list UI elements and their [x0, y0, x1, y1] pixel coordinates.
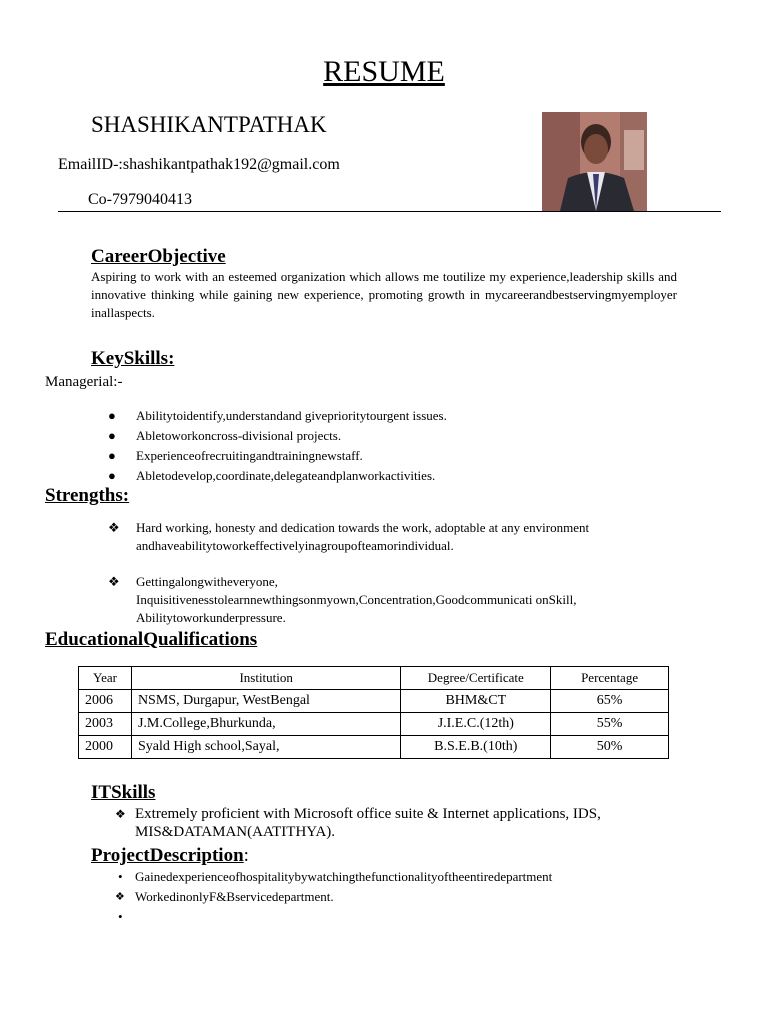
cell-institution: J.M.College,Bhurkunda,: [131, 713, 400, 736]
profile-photo: [542, 112, 647, 211]
small-dot-bullet-icon: •: [118, 909, 123, 924]
filled-circle-bullet-icon: ●: [108, 468, 116, 483]
cell-degree: BHM&CT: [401, 690, 551, 713]
col-degree: Degree/Certificate: [401, 667, 551, 690]
four-diamond-bullet-icon: ❖: [115, 891, 125, 903]
cell-year: 2000: [79, 736, 132, 759]
small-dot-bullet-icon: •: [118, 869, 123, 884]
career-objective-heading: CareerObjective: [91, 246, 226, 267]
resume-title: RESUME: [323, 55, 445, 88]
education-table: [78, 666, 669, 759]
filled-circle-bullet-icon: ●: [108, 428, 116, 443]
filled-circle-bullet-icon: ●: [108, 448, 116, 463]
table-header-row: [79, 667, 669, 690]
header-divider: [58, 211, 721, 212]
table-row: [79, 713, 669, 736]
email-line: EmailID-:shashikantpathak192@gmail.com: [58, 156, 340, 173]
list-item: ❖ Gettingalongwitheveryone, Inquisitivenesstolearnnewthingsonmyown,Concentration,Goodcommunicati onSkill, Abilitytoworkunderpressure.: [108, 574, 577, 625]
candidate-name: SHASHIKANTPATHAK: [91, 112, 327, 137]
four-diamond-bullet-icon: ❖: [108, 574, 120, 589]
list-item: ● Abletodevelop,coordinate,delegateandplanworkactivities.: [108, 466, 708, 486]
cell-percentage: 65%: [551, 690, 669, 713]
cell-year: 2006: [79, 690, 132, 713]
managerial-subheading: Managerial:-: [45, 374, 123, 390]
list-item: ● Experienceofrecruitingandtrainingnewstaff.: [108, 446, 708, 466]
col-institution: Institution: [131, 667, 400, 690]
table-row: [79, 736, 669, 759]
career-objective-text: Aspiring to work with an esteemed organization which allows me toutilize my experience,leadership skills and innovative thinking while gaining new experience, promoting growth in mycareerandbestservingmyemployer inallaspects.: [91, 269, 677, 320]
filled-circle-bullet-icon: ●: [108, 408, 116, 423]
cell-degree: B.S.E.B.(10th): [401, 736, 551, 759]
cell-institution: NSMS, Durgapur, WestBengal: [131, 690, 400, 713]
list-item: ❖ WorkedinonlyF&Bservicedepartment.: [115, 887, 675, 907]
four-diamond-bullet-icon: ❖: [115, 807, 126, 821]
col-percentage: Percentage: [551, 667, 669, 690]
list-item: ● Abilitytoidentify,understandand givepriorityto​urgent issues.: [108, 406, 708, 426]
cell-institution: Syald High school,Sayal,: [131, 736, 400, 759]
education-heading: EducationalQualifications: [45, 629, 258, 650]
cell-percentage: 55%: [551, 713, 669, 736]
cell-year: 2003: [79, 713, 132, 736]
cell-degree: J.I.E.C.(12th): [401, 713, 551, 736]
list-item: ❖ Hard working, honesty and dedication towards the work, adoptable at any environment andhaveabilitytoworkeffectivelyinagroupofteamorindividual.: [108, 520, 590, 553]
col-year: Year: [79, 667, 132, 690]
strengths-heading: Strengths:: [45, 485, 130, 506]
four-diamond-bullet-icon: ❖: [108, 520, 120, 535]
phone-line: Co-7979040413: [88, 191, 192, 208]
table-row: [79, 690, 669, 713]
project-list: [115, 867, 675, 924]
it-skills-list: [115, 805, 655, 841]
it-skills-heading: ITSkills: [91, 782, 156, 803]
cell-percentage: 50%: [551, 736, 669, 759]
project-description-heading: ProjectDescription: [91, 845, 244, 866]
list-item: ● Abletoworkoncross-divisional projects.: [108, 426, 708, 446]
key-skills-heading: KeySkills:: [91, 348, 175, 369]
strengths-list: [108, 519, 668, 627]
list-item: • Gainedexperienceofhospitalitybywatchingthefunctionalityoftheentiredepartment: [115, 867, 675, 887]
list-item: ❖ Extremely proficient with Microsoft office suite & Internet applications, IDS, MIS&DATAMAN(AATITHYA).: [115, 806, 601, 840]
project-heading-wrap: [91, 845, 249, 867]
project-heading-colon: :: [243, 845, 249, 866]
key-skills-list: [108, 406, 708, 486]
